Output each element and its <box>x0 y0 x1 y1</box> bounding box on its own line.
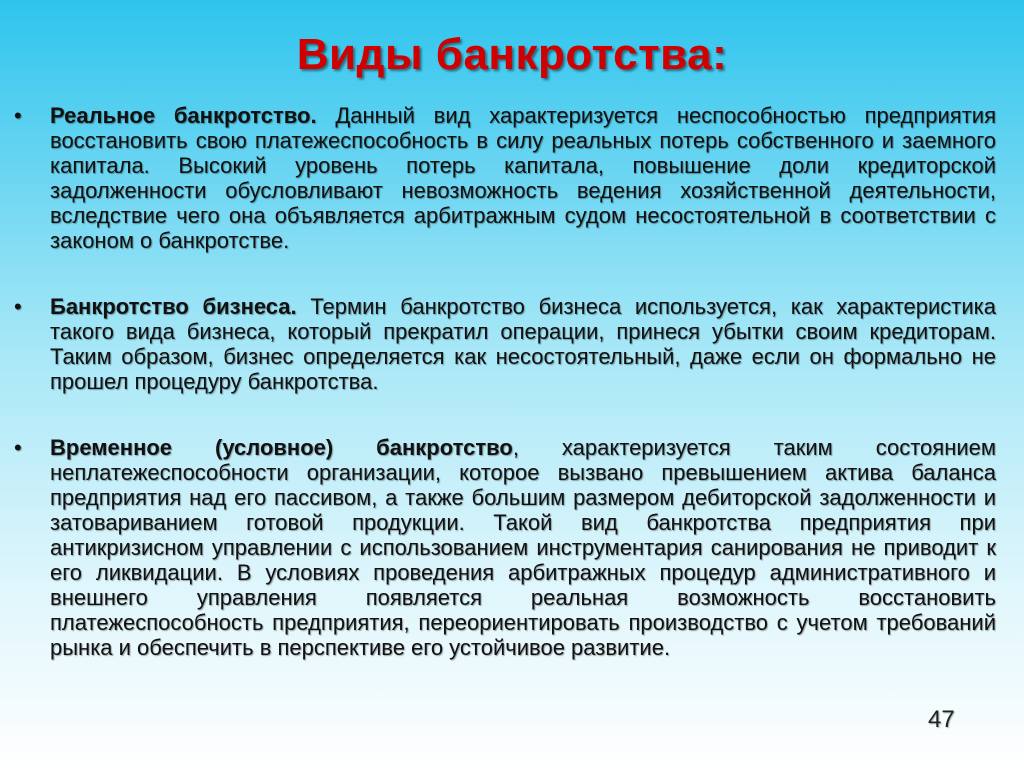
bullet-marker: • <box>14 103 22 128</box>
slide-title: Виды банкротства: <box>296 30 728 79</box>
bullet-item-temporary-bankruptcy <box>14 435 996 660</box>
bullet-item-business-bankruptcy <box>14 294 997 394</box>
bullet-text: Данный вид характеризуется неспособностью предприятия восстановить свою платежеспособность в силу реальных потерь собственного и заемного капитала. Высокий уровень потерь капитала, повышение доли кредиторской задолженности обусловливают невозможность ведения хозяйственной деятельности, вследствие чего она объявляется арбитражным судом несостоятельной в соответствии с законом о банкротстве. <box>50 103 996 253</box>
bullet-term: Реальное банкротство. <box>50 103 317 128</box>
bullet-text: , характеризуется таким состоянием неплатежеспособности организации, которое вызвано превышением актива баланса предприятия над его пассивом, а также большим размером дебиторской задолженности и затовариванием готовой продукции. Такой вид банкротства предприятия при антикризисном управлении с использованием инструментария санирования не приводит к его ликвидации. В условиях проведения арбитражных процедур административного и внешнего управления появляется реальная возможность восстановить платежеспособность предприятия, переориентировать производство с учетом требований рынка и обеспечить в перспективе его устойчивое развитие. <box>50 435 996 660</box>
bullet-list <box>14 103 997 660</box>
bullet-marker: • <box>14 435 22 460</box>
bullet-term: Банкротство бизнеса. <box>50 294 297 319</box>
bullet-marker: • <box>14 294 22 319</box>
page-number: 47 <box>928 706 955 733</box>
bullet-term: Временное (условное) банкротство <box>50 435 513 460</box>
bullet-text: Термин банкротство бизнеса используется, как характеристика такого вида бизнеса, который прекратил операции, принеся убытки своим кредиторам. Таким образом, бизнес определяется как несостоятельный, даже если он формально не прошел процедуру банкротства. <box>50 294 997 394</box>
bullet-item-real-bankruptcy <box>14 103 996 253</box>
